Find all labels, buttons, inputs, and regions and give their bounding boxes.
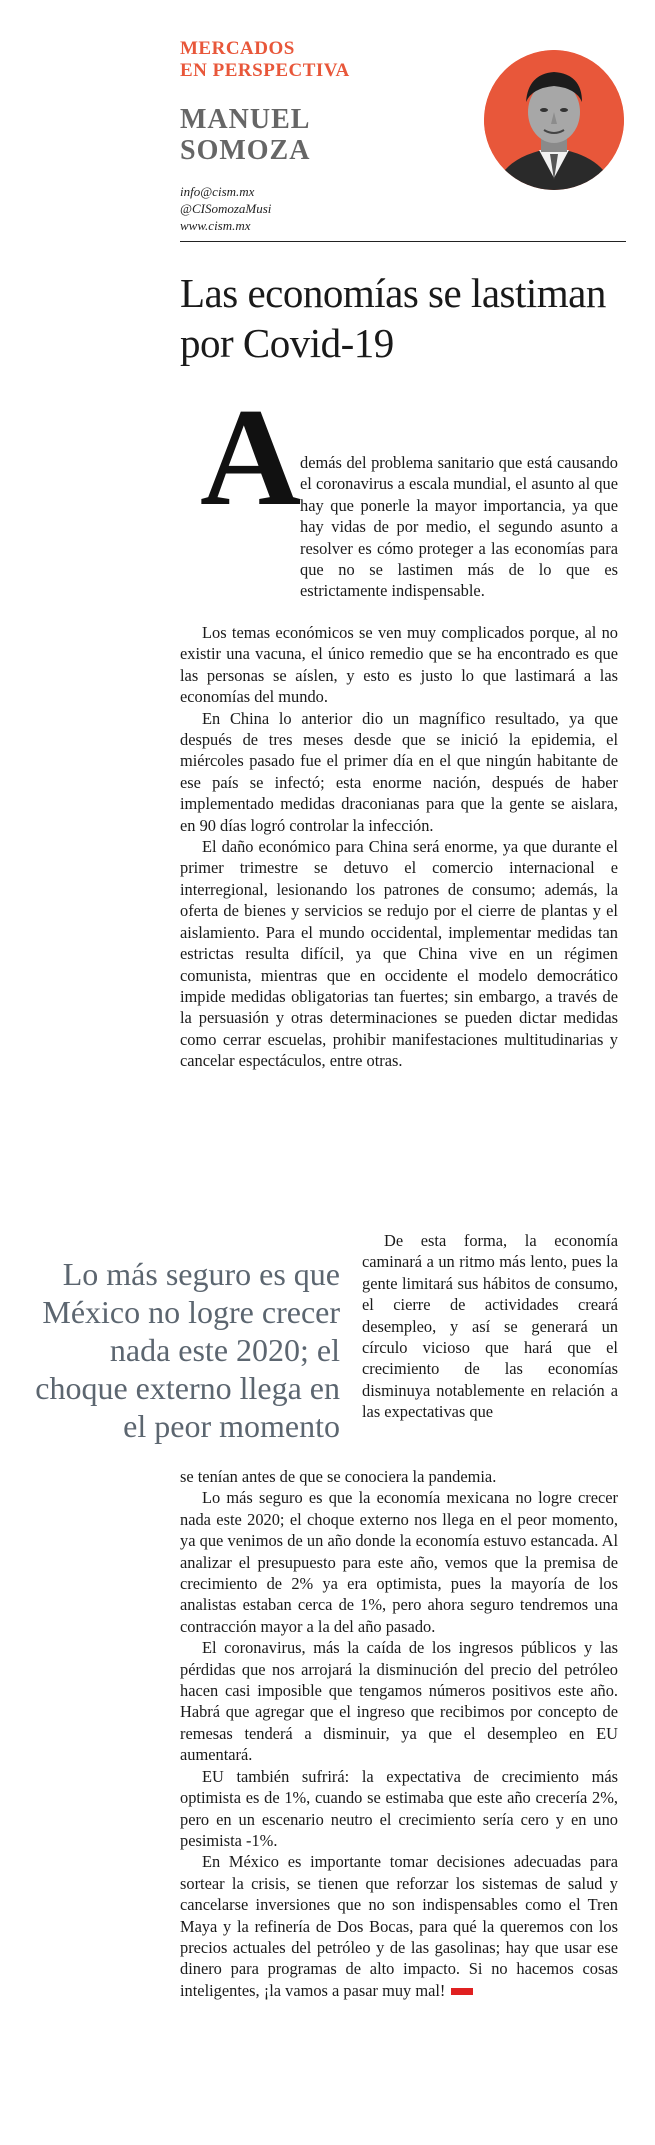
paragraph: De esta forma, la economía caminará a un ritmo más lento, pues la gente limitará sus hábitos de consumo, el cierre de actividades creará desempleo, y así se generará un círculo vicioso que hará que el crecimiento de las economías disminuya notablemente en relación a las expectativas que [362, 1231, 618, 1422]
article-headline: Las economías se lastiman por Covid-19 [180, 270, 606, 366]
paragraph-final [180, 1851, 618, 2001]
paragraph: El daño económico para China será enorme, ya que durante el primer trimestre se detuvo el comercio internacional e interregional, lesionando los patrones de consumo; además, la oferta de bienes y servicios se redujo por el cierre de plantas y el aislamiento. Para el mundo occidental, implementar medidas tan estrictas resulta difícil, ya que China vive en un régimen comunista, mientras que en occidente el modelo democrático impide medidas obligatorias tan fuertes; sin embargo, a través de la persuasión y otras determinaciones se pueden dictar medidas como cerrar escuelas, prohibir manifestaciones multitudinarias y cancelar espectáculos, entre otras. [180, 837, 618, 1071]
author-contacts [180, 183, 271, 234]
paragraph: En China lo anterior dio un magnífico resultado, ya que después de tres meses desde que se inició la epidemia, el miércoles pasado fue el primer día en el que ningún habitante de ese país se infectó; esta enorme nación, después de haber implementado medidas draconianas para que la gente se aislara, en 90 días logró controlar la infección. [180, 708, 618, 835]
final-paragraph-text: En México es importante tomar decisiones adecuadas para sortear la crisis, se tienen que reforzar los sistemas de salud y cancelarse inversiones que no son indispensables como el Tren Maya y la refinería de Dos Bocas, para qué la queremos con los precios actuales del petróleo y de las gasolinas; hay que usar ese dinero para programas de alto impacto. Si no hacemos cosas inteligentes, ¡la vamos a pasar muy mal! [180, 1852, 618, 2000]
contact-website[interactable]: www.cism.mx [180, 218, 251, 233]
paragraph: Los temas económicos se ven muy complicados porque, al no existir una vacuna, el único remedio que se ha encontrado es que las personas se aíslen, y esto es justo lo que lastimará a las economías del mundo. [180, 623, 618, 707]
paragraph-continuation: se tenían antes de que se conociera la pandemia. [180, 1467, 497, 1486]
section-label: MERCADOS EN PERSPECTIVA [180, 38, 350, 81]
header-divider [180, 241, 626, 242]
paragraph: El coronavirus, más la caída de los ingresos públicos y las pérdidas que nos arrojará la disminución del precio del petróleo hacen casi imposible que tengamos números positivos este año. Habrá que agregar que el ingreso que recibimos por concepto de remesas tenderá a disminuir, ya que el desempleo en EU aumentará. [180, 1638, 618, 1765]
end-of-article-mark [451, 1988, 473, 1995]
paragraph: Lo más seguro es que la economía mexicana no logre crecer nada este 2020; el choque externo nos llega en el peor momento, ya que venimos de un año donde la economía estuvo estancada. Al analizar el presupuesto para este año, vemos que la premisa de crecimiento de 2% ya era optimista, pues la mayoría de los analistas estaban cerca de 1%, pero ahora seguro tendremos una contracción mayor a la del año pasado. [180, 1488, 618, 1636]
article-body-top [180, 622, 618, 1072]
paragraph: EU también sufrirá: la expectativa de crecimiento más optimista es de 1%, cuando se estimaba que este año crecería 2%, pero en un escenario neutro el crecimiento sería cero y en uno pesimista -1%. [180, 1766, 618, 1850]
author-photo [484, 50, 624, 190]
drop-cap: A [200, 380, 302, 535]
author-name: MANUEL SOMOZA [180, 104, 311, 166]
paragraph-opening: demás del problema sanitario que está causando el coronavirus a escala mundial, el asunto al que hay que ponerle la mayor importancia, ya que hay vidas de por medio, el segundo asunto a resolver es cómo proteger a las economías para que no se lastimen más de lo que es estrictamente indispensable. [300, 453, 618, 601]
article-body-right-of-quote [362, 1230, 618, 1423]
contact-email[interactable]: info@cism.mx [180, 184, 255, 199]
pull-quote: Lo más seguro es que México no logre crecer nada este 2020; el choque externo llega en el peor momento [35, 1256, 340, 1444]
article-body-bottom [180, 1466, 618, 2001]
first-paragraph-beside-dropcap [300, 452, 618, 602]
contact-twitter[interactable]: @CISomozaMusi [180, 201, 272, 216]
